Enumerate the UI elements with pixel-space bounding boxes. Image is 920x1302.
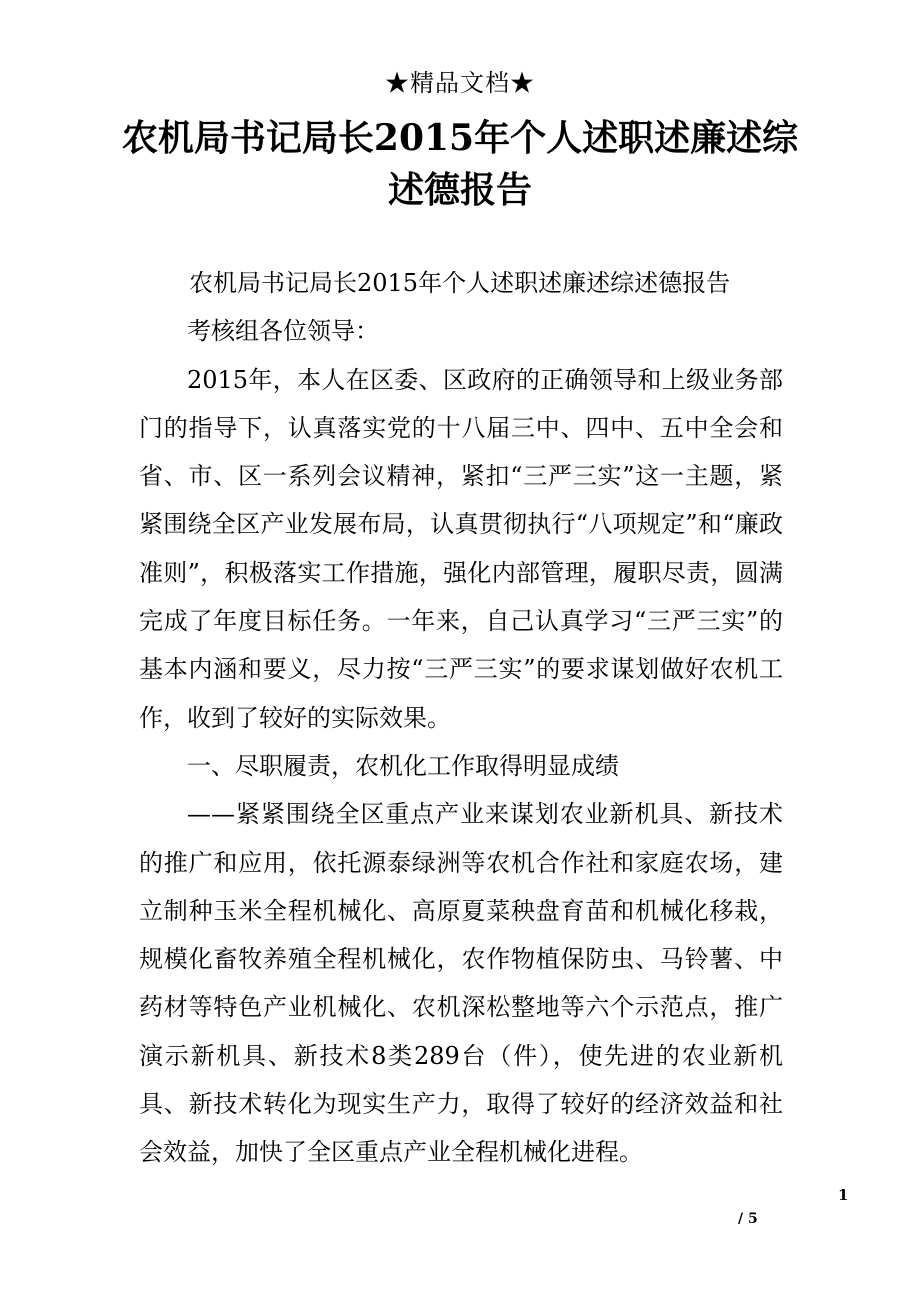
section-heading-1: 一、尽职履责，农机化工作取得明显成绩 (187, 751, 619, 780)
page-number: 1 (838, 1186, 849, 1204)
header-mark: ★精品文档★ (385, 69, 535, 97)
salutation: 考核组各位领导： (187, 317, 379, 346)
page-total: / 5 (738, 1211, 758, 1227)
paragraph-intro: 2015年，本人在区委、区政府的正确领导和上级业务部门的指导下，认真落实党的十八届三中、四中、五中全会和省、市、区一系列会议精神，紧扣“三严三实”这一主题，紧紧围绕全区产业发展布局，认真贯彻执行“八项规定”和“廉政准则”，积极落实工作措施，强化内部管理，履职尽责，圆满完成了年度目标任务。一年来，自己认真学习“三严三实”的基本内涵和要义，尽力按“三严三实”的要求谋划做好农机工作，收到了较好的实际效果。 (139, 365, 783, 732)
paragraph-section-1: ——紧紧围绕全区重点产业来谋划农业新机具、新技术的推广和应用，依托源泰绿洲等农机合作社和家庭农场，建立制种玉米全程机械化、高原夏菜秧盘育苗和机械化移栽，规模化畜牧养殖全程机械化，农作物植保防虫、马铃薯、中药材等特色产业机械化、农机深松整地等六个示范点，推广演示新机具、新技术8类289台（件），使先进的农业新机具、新技术转化为现实生产力，取得了较好的经济效益和社会效益，加快了全区重点产业全程机械化进程。 (139, 800, 783, 1167)
document-body (139, 259, 783, 1177)
body-subtitle: 农机局书记局长2015年个人述职述廉述综述德报告 (189, 269, 731, 297)
document-title: 农机局书记局长2015年个人述职述廉述综述德报告 (121, 117, 799, 211)
